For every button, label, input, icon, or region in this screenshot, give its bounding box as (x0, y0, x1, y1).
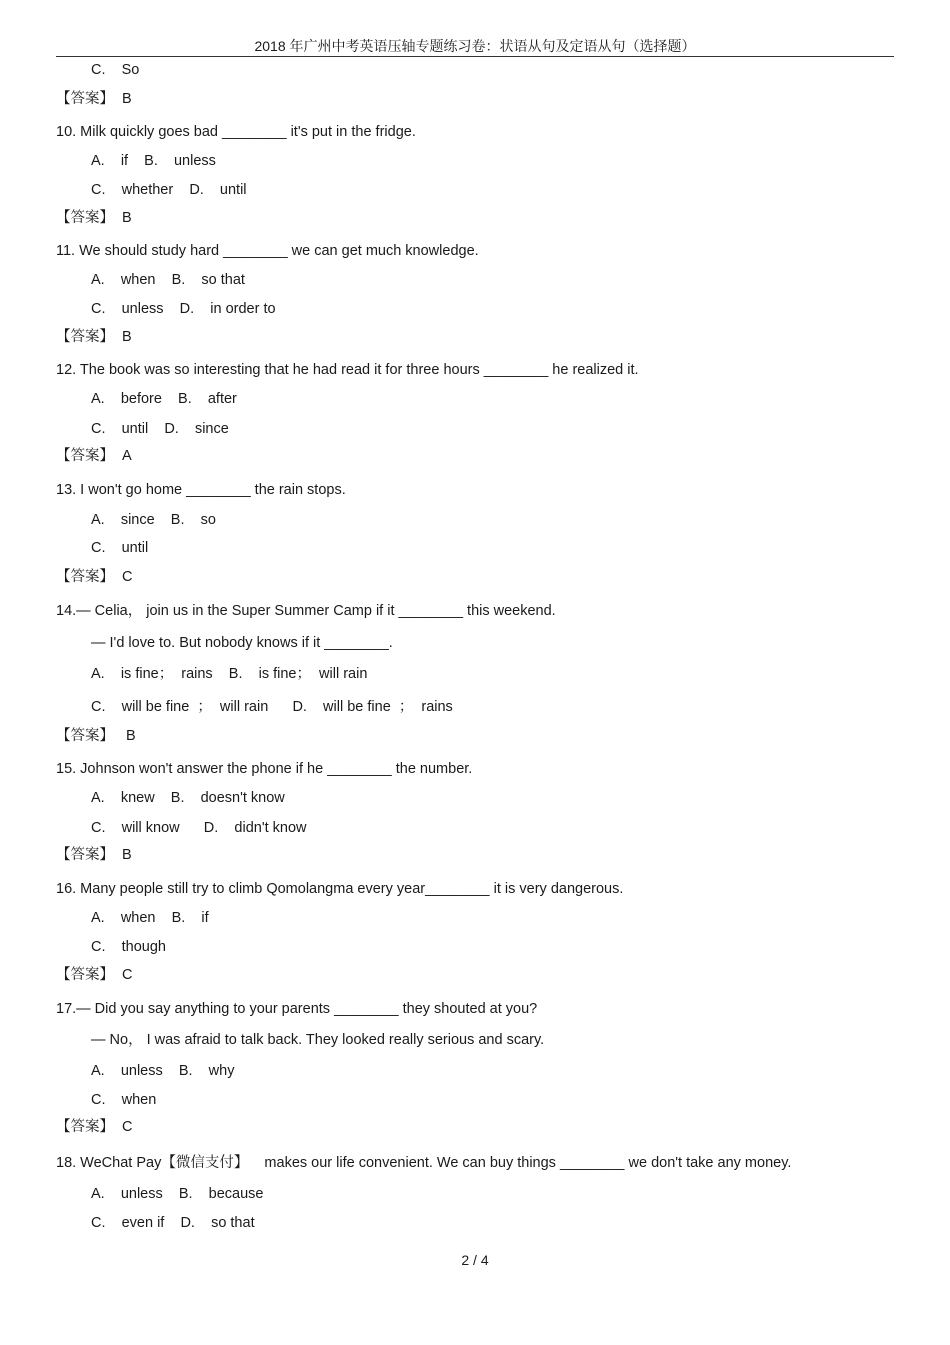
answer-value: C (122, 569, 133, 585)
option-line: C. until D. since (91, 421, 229, 437)
question-line: 11. We should study hard ________ we can get much knowledge. (56, 243, 479, 259)
option-line: A. before B. after (91, 391, 237, 407)
answer-label: 【答案】 (56, 967, 114, 983)
question-line: 14.— Celia， join us in the Super Summer Camp if it ________ this weekend. (56, 603, 556, 619)
option-line: A. unless B. why (91, 1063, 235, 1079)
option-line: A. when B. if (91, 910, 209, 926)
question-line: 16. Many people still try to climb Qomolangma every year________ it is very dangerous. (56, 881, 624, 897)
answer-label: 【答案】 (56, 1119, 114, 1135)
answer-line (56, 568, 132, 586)
answer-line (56, 90, 132, 108)
answer-label: 【答案】 (56, 728, 114, 744)
question-line: 13. I won't go home ________ the rain stops. (56, 482, 346, 498)
option-line: C. will be fine ； will rain D. will be fine ； rains (91, 699, 453, 715)
answer-value: B (122, 329, 132, 345)
page-header: 2018 年广州中考英语压轴专题练习卷：状语从句及定语从句（选择题） (56, 36, 894, 57)
option-line: A. since B. so (91, 512, 216, 528)
option-line: C. even if D. so that (91, 1215, 255, 1231)
answer-label: 【答案】 (56, 569, 114, 585)
option-line: A. is fine； rains B. is fine； will rain (91, 666, 368, 682)
option-line: C. though (91, 939, 166, 955)
answer-value: A (122, 448, 132, 464)
answer-line (56, 966, 132, 984)
answer-label: 【答案】 (56, 210, 114, 226)
option-line: C. when (91, 1092, 157, 1108)
answer-label: 【答案】 (56, 329, 114, 345)
question-line: 15. Johnson won't answer the phone if he ________ the number. (56, 761, 473, 777)
answer-label: 【答案】 (56, 448, 114, 464)
option-line: C. So (91, 62, 140, 78)
answer-label: 【答案】 (56, 91, 114, 107)
option-line: C. until (91, 540, 149, 556)
page-number: 2 / 4 (461, 1252, 489, 1268)
option-line: A. unless B. because (91, 1186, 264, 1202)
answer-line (56, 727, 136, 745)
answer-line (56, 846, 132, 864)
answer-line (56, 447, 132, 465)
option-line: A. knew B. doesn't know (91, 790, 285, 806)
answer-line (56, 1118, 132, 1136)
answer-value: C (122, 967, 133, 983)
answer-line (56, 328, 132, 346)
answer-line (56, 209, 132, 227)
option-line: C. unless D. in order to (91, 301, 276, 317)
option-line: — I'd love to. But nobody knows if it ________. (91, 635, 393, 651)
answer-value: B (122, 728, 136, 744)
option-line: A. when B. so that (91, 272, 245, 288)
option-line: A. if B. unless (91, 153, 216, 169)
question-line: 17.— Did you say anything to your parents ________ they shouted at you? (56, 1001, 538, 1017)
answer-label: 【答案】 (56, 847, 114, 863)
option-line: C. will know D. didn't know (91, 820, 307, 836)
option-line: — No， I was afraid to talk back. They looked really serious and scary. (91, 1032, 545, 1048)
answer-value: B (122, 847, 132, 863)
option-line: C. whether D. until (91, 182, 247, 198)
question-line: 18. WeChat Pay【微信支付】 makes our life convenient. We can buy things ________ we don't take any money. (56, 1155, 792, 1171)
answer-value: C (122, 1119, 133, 1135)
question-line: 12. The book was so interesting that he had read it for three hours ________ he realized it. (56, 362, 639, 378)
answer-value: B (122, 210, 132, 226)
answer-value: B (122, 91, 132, 107)
question-line: 10. Milk quickly goes bad ________ it's put in the fridge. (56, 124, 416, 140)
